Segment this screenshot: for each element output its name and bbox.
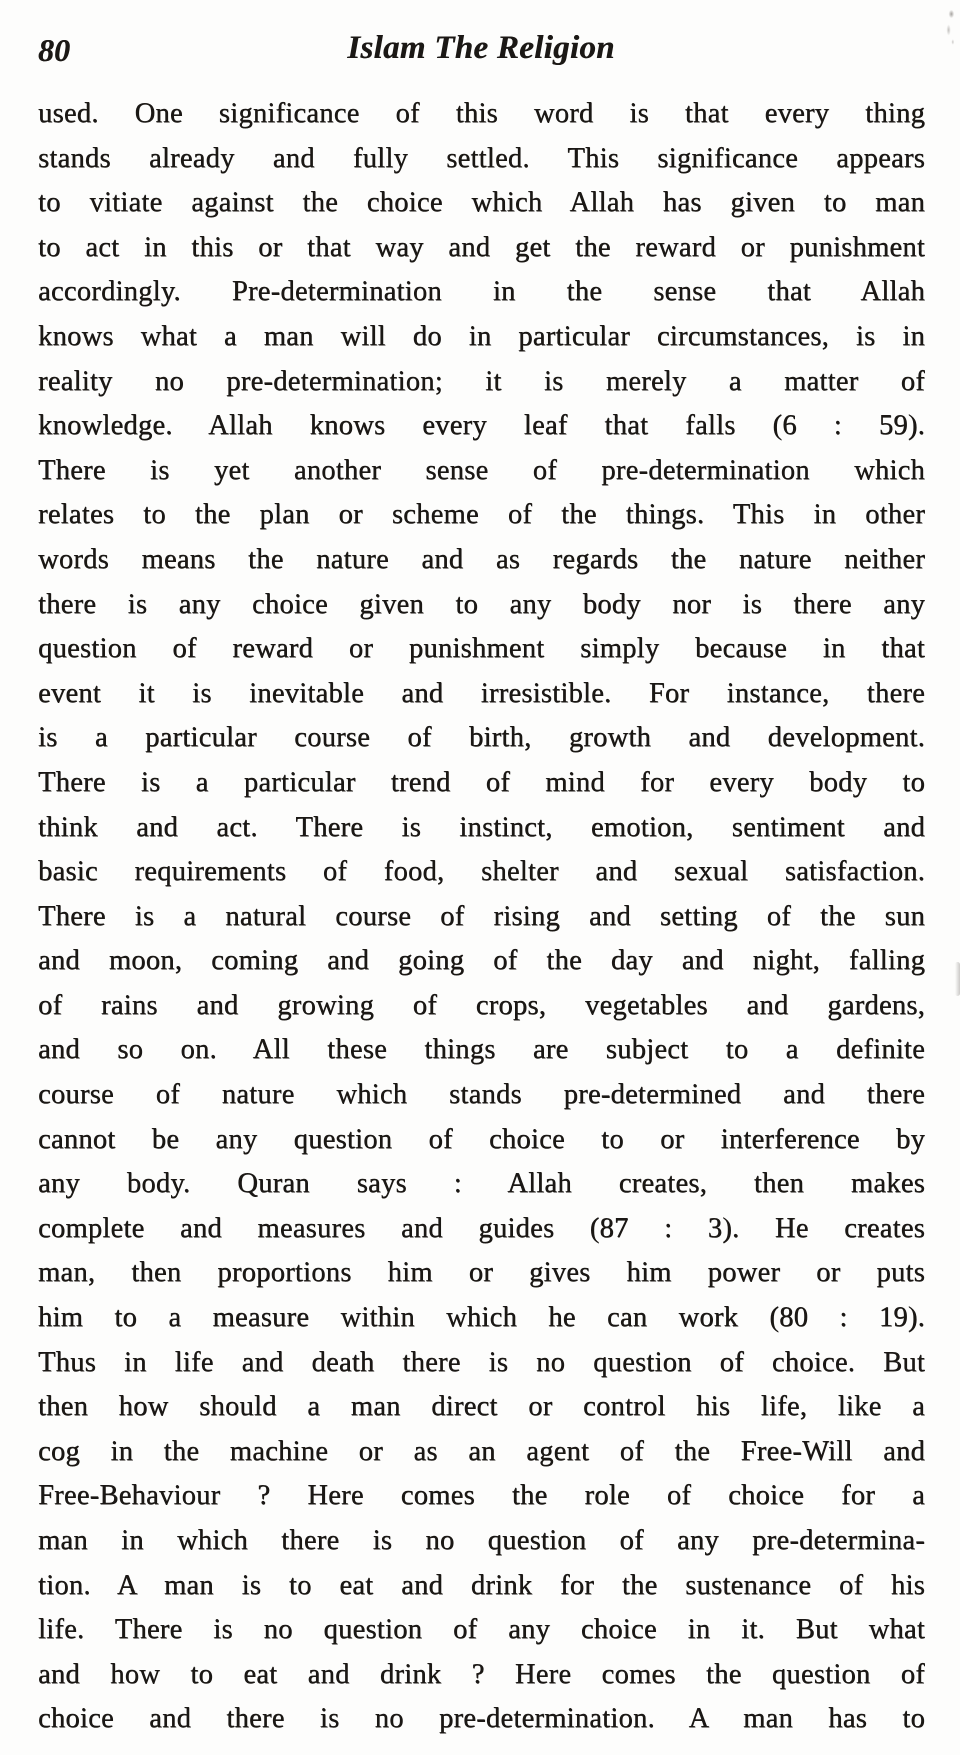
text-line: to vitiate against the choice which Allah has given to man <box>38 187 925 219</box>
running-head-title: Islam The Religion <box>347 30 615 66</box>
text-line: question of reward or punishment simply because in that <box>38 633 925 665</box>
scan-noise-mark <box>955 962 960 996</box>
text-line: reality no pre-determination; it is merely a matter of <box>38 365 925 397</box>
body-text-block <box>38 92 925 1742</box>
text-line: to act in this or that way and get the reward or punishment <box>38 231 925 263</box>
text-line: man, then proportions him or gives him power or puts <box>38 1257 925 1289</box>
text-line: words means the nature and as regards the nature neither <box>38 543 925 575</box>
text-line: and moon, coming and going of the day and night, falling <box>38 945 925 977</box>
text-line: there is any choice given to any body nor is there any <box>38 588 925 620</box>
page-header <box>38 30 924 74</box>
text-line: course of nature which stands pre-determined and there <box>38 1079 925 1111</box>
text-line: basic requirements of food, shelter and sexual satisfaction. <box>38 856 925 888</box>
text-line: any body. Quran says : Allah creates, then makes <box>38 1168 925 1200</box>
text-line: then how should a man direct or control his life, like a <box>38 1391 925 1423</box>
text-line: complete and measures and guides (87 : 3). He creates <box>38 1212 925 1244</box>
text-line: There is yet another sense of pre-determination which <box>38 454 925 486</box>
text-line: choice and there is no pre-determination. A man has to <box>38 1703 925 1735</box>
text-line: and so on. All these things are subject to a definite <box>38 1034 925 1066</box>
text-line: event it is inevitable and irresistible. For instance, there <box>38 677 925 709</box>
text-line: think and act. There is instinct, emotion, sentiment and <box>38 811 925 843</box>
text-line: tion. A man is to eat and drink for the sustenance of his <box>38 1569 925 1601</box>
text-line: is a particular course of birth, growth and development. <box>38 722 925 754</box>
text-line: and how to eat and drink ? Here comes the question of <box>38 1658 925 1690</box>
text-line: life. There is no question of any choice in it. But what <box>38 1614 925 1646</box>
text-line: man in which there is no question of any pre-determina- <box>38 1525 925 1556</box>
text-line: relates to the plan or scheme of the things. This in other <box>38 499 925 531</box>
page-number: 80 <box>38 32 70 68</box>
text-line: cog in the machine or as an agent of the Free-Will and <box>38 1435 925 1467</box>
text-line: Free-Behaviour ? Here comes the role of choice for a <box>38 1480 925 1512</box>
text-line: knows what a man will do in particular circumstances, is in <box>38 320 925 352</box>
text-line: Thus in life and death there is no question of choice. But <box>38 1346 925 1378</box>
text-line: knowledge. Allah knows every leaf that falls (6 : 59). <box>38 410 925 442</box>
text-line: There is a natural course of rising and setting of the sun <box>38 900 925 932</box>
text-line: accordingly. Pre-determination in the sense that Allah <box>38 276 925 308</box>
text-line: cannot be any question of choice to or interference by <box>38 1123 925 1155</box>
text-line: stands already and fully settled. This significance appears <box>38 142 925 174</box>
text-line: him to a measure within which he can work (80 : 19). <box>38 1302 925 1334</box>
text-line: There is a particular trend of mind for every body to <box>38 766 925 798</box>
text-line: used. One significance of this word is that every thing <box>38 98 925 129</box>
scan-noise-mark <box>943 6 957 46</box>
text-line: of rains and growing of crops, vegetables and gardens, <box>38 989 925 1021</box>
